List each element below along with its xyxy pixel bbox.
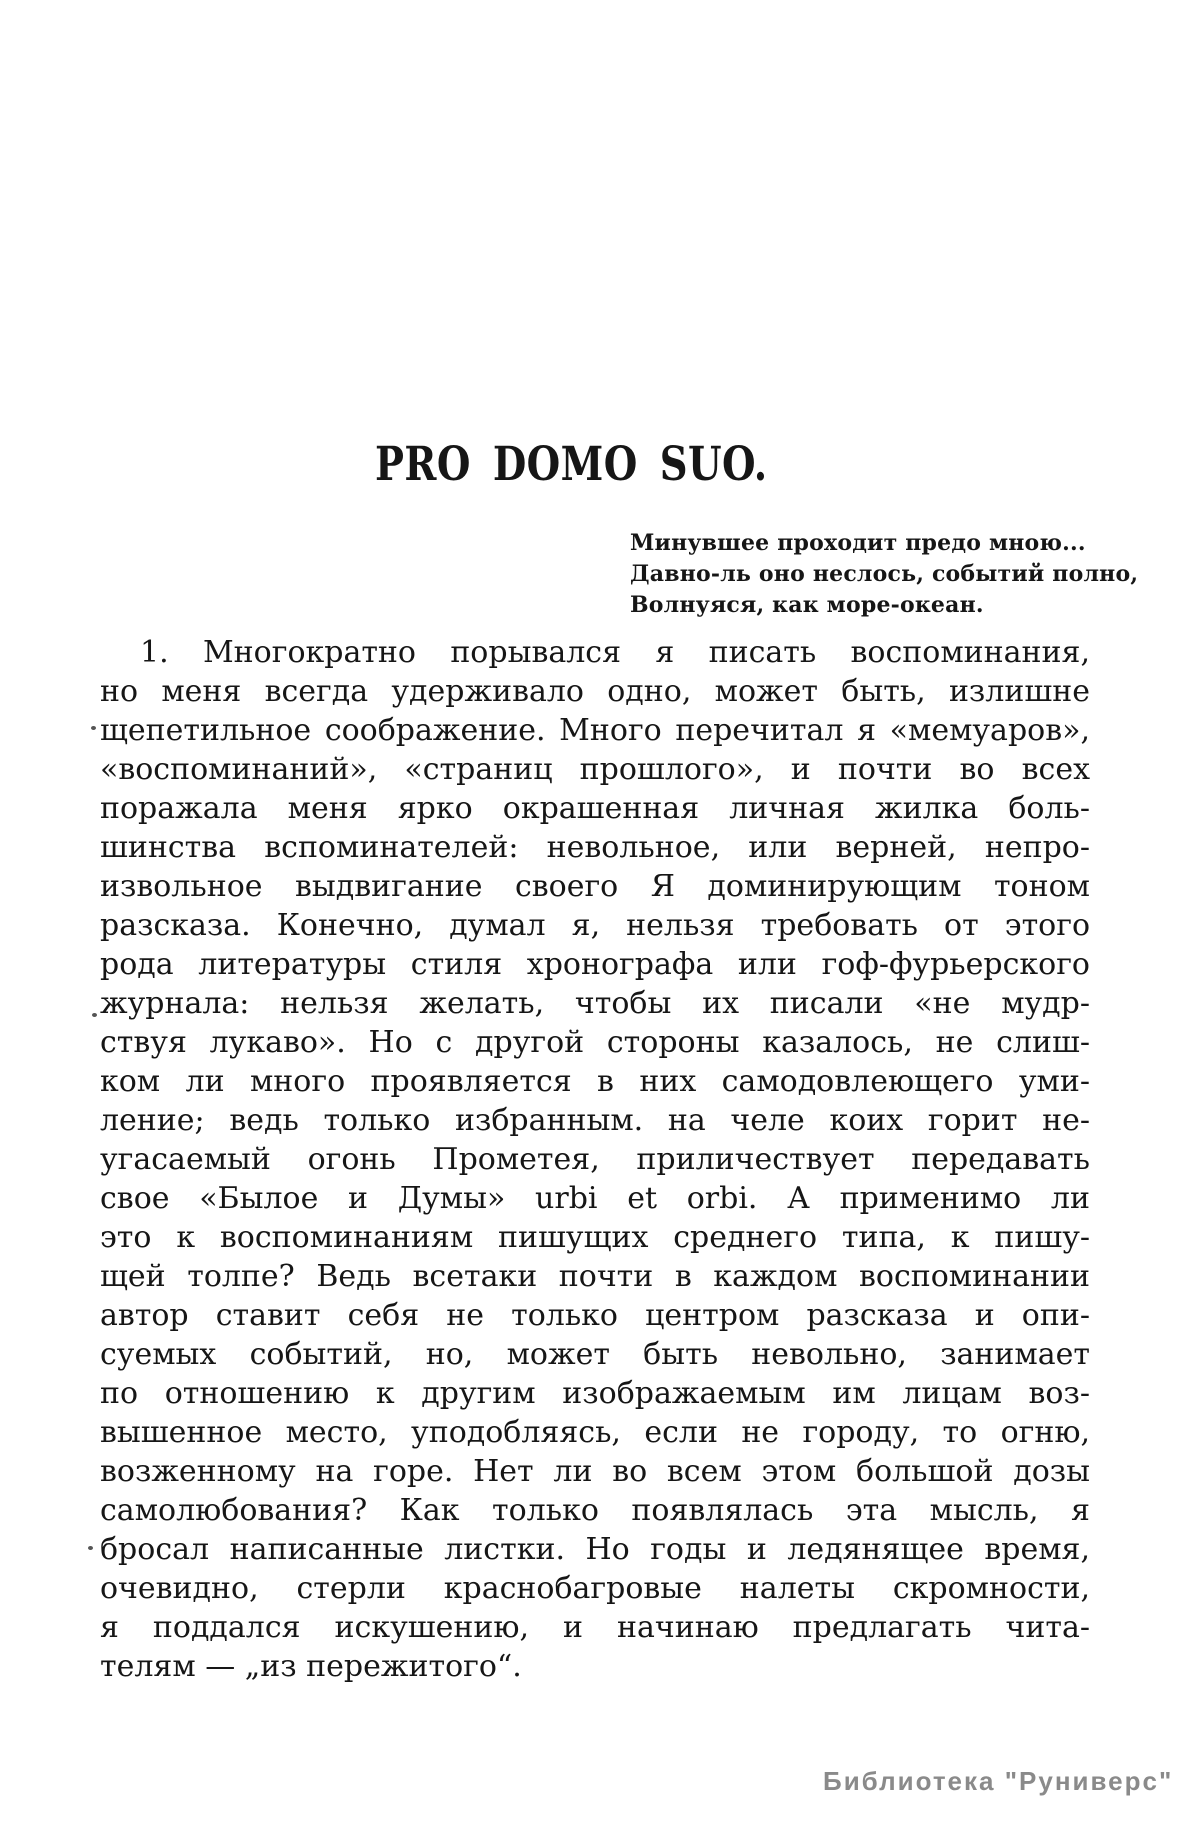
- text-line: по отношению к другим изображаемым им лицам воз-: [100, 1376, 1090, 1411]
- text-line: бросал написанные листки. Но годы и ледянящее время,: [100, 1532, 1090, 1567]
- text-line: «воспоминаний», «страниц прошлого», и почти во всех: [100, 752, 1090, 787]
- text-line: ление; ведь только избранным. на челе коих горит не-: [100, 1103, 1090, 1138]
- text-line: это к воспоминаниям пишущих среднего типа, к пишу-: [100, 1220, 1090, 1255]
- text-line: самолюбования? Как только появлялась эта мысль, я: [100, 1493, 1090, 1528]
- text-line: рода литературы стиля хронографа или гоф-фурьерского: [100, 947, 1090, 982]
- ink-speck: [91, 726, 96, 730]
- text-line: щепетильное соображение. Много перечитал я «мемуаров»,: [100, 713, 1090, 748]
- text-line: телям — „из пережитого“.: [100, 1649, 522, 1684]
- epigraph-line: Давно-ль оно неслось, событий полно,: [630, 561, 1139, 587]
- epigraph: [630, 528, 1139, 621]
- text-line: 1. Многократно порывался я писать воспоминания,: [140, 635, 1090, 670]
- text-line: журнала: нельзя желать, чтобы их писали «не мудр-: [100, 986, 1090, 1021]
- text-line: возженному на горе. Нет ли во всем этом большой дозы: [100, 1454, 1090, 1489]
- epigraph-line: Минувшее проходит предо мною...: [630, 530, 1086, 556]
- text-line: угасаемый огонь Прометея, приличествует передавать: [100, 1142, 1090, 1177]
- text-line: вышенное место, уподобляясь, если не городу, то огню,: [100, 1415, 1090, 1450]
- text-line: свое «Былое и Думы» urbi et orbi. А применимо ли: [100, 1181, 1090, 1216]
- text-line: ствуя лукаво». Но с другой стороны казалось, не слиш-: [100, 1025, 1090, 1060]
- epigraph-line: Волнуяся, как море-океан.: [630, 592, 984, 618]
- text-line: шинства вспоминателей: невольное, или верней, непро-: [100, 830, 1090, 865]
- text-line: очевидно, стерли краснобагровые налеты скромности,: [100, 1571, 1090, 1606]
- ink-speck: [88, 1546, 93, 1550]
- ink-speck: [92, 1013, 97, 1017]
- text-line: поражала меня ярко окрашенная личная жилка боль-: [100, 791, 1090, 826]
- text-line: разсказа. Конечно, думал я, нельзя требовать от этого: [100, 908, 1090, 943]
- text-line: суемых событий, но, может быть невольно, занимает: [100, 1337, 1090, 1372]
- text-line: но меня всегда удерживало одно, может быть, излишне: [100, 674, 1090, 709]
- watermark: Библиотека "Руниверс": [823, 1766, 1174, 1796]
- text-line: я поддался искушению, и начинаю предлагать чита-: [100, 1610, 1090, 1645]
- text-line: извольное выдвигание своего Я доминирующим тоном: [100, 869, 1090, 904]
- text-line: автор ставит себя не только центром разсказа и опи-: [100, 1298, 1090, 1333]
- page-title: PRO DOMO SUO.: [375, 437, 768, 492]
- text-line: ком ли много проявляется в них самодовлеющего уми-: [100, 1064, 1090, 1099]
- text-line: щей толпе? Ведь всетаки почти в каждом воспоминании: [100, 1259, 1090, 1294]
- paragraph: [100, 633, 1090, 1686]
